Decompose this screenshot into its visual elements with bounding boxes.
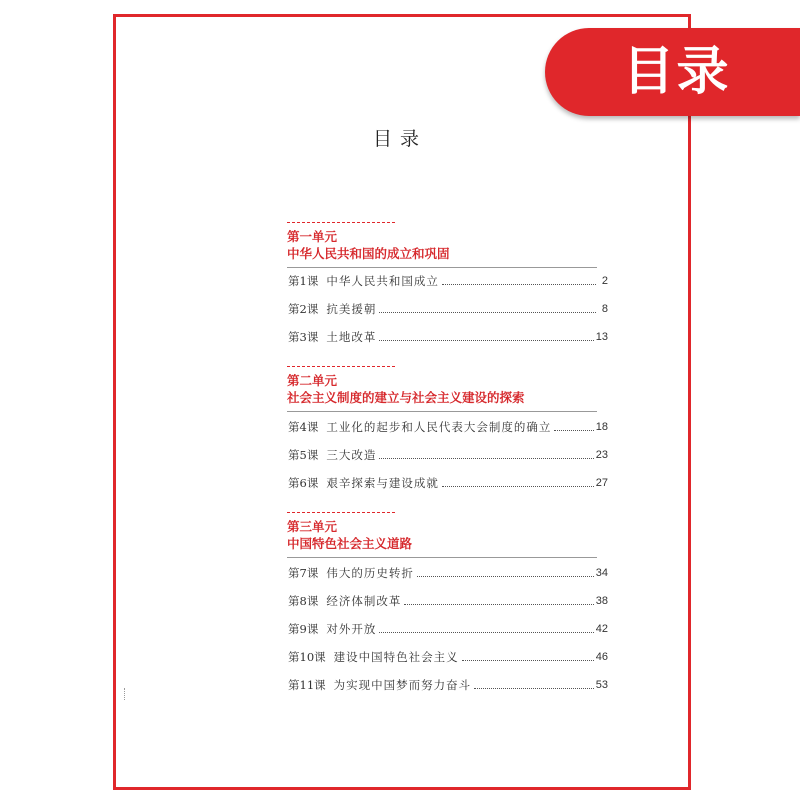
- lesson-number: 第8课: [288, 594, 319, 608]
- unit-label: 第二单元: [287, 373, 338, 388]
- unit-rule: [287, 222, 395, 223]
- lesson-title: 建设中国特色社会主义: [333, 650, 459, 664]
- lesson-number: 第2课: [288, 302, 319, 316]
- toc-entry-lesson-10[interactable]: [288, 648, 608, 666]
- toc-entry-lesson-5[interactable]: [288, 446, 608, 464]
- dot-leader: [554, 430, 593, 431]
- unit-label: 第三单元: [287, 519, 338, 534]
- toc-entry-lesson-6[interactable]: [288, 474, 608, 492]
- dot-leader: [474, 688, 594, 689]
- lesson-number: 第5课: [288, 448, 319, 462]
- lesson-title: 对外开放: [326, 622, 377, 636]
- lesson-page: 53: [595, 679, 608, 691]
- unit-header-1: [287, 222, 597, 268]
- toc-entry-lesson-3[interactable]: [288, 328, 608, 346]
- unit-divider: [287, 557, 597, 558]
- page-title: 目录: [372, 128, 427, 150]
- unit-name: 社会主义制度的建立与社会主义建设的探索: [287, 390, 525, 405]
- lesson-title: 为实现中国梦而努力奋斗: [333, 678, 472, 692]
- lesson-page: 42: [595, 623, 608, 635]
- toc-entry-lesson-9[interactable]: [288, 620, 608, 638]
- lesson-page: 38: [595, 595, 608, 607]
- lesson-page: 8: [601, 303, 608, 315]
- lesson-number: 第4课: [288, 420, 319, 434]
- lesson-page: 2: [601, 275, 608, 287]
- unit-rule: [287, 512, 395, 513]
- dot-leader: [442, 284, 596, 285]
- lesson-page: 46: [595, 651, 608, 663]
- dot-leader: [404, 604, 593, 605]
- dot-leader: [379, 458, 593, 459]
- toc-entry-lesson-4[interactable]: [288, 418, 608, 436]
- lesson-title: 经济体制改革: [326, 594, 402, 608]
- lesson-page: 18: [595, 421, 608, 433]
- lesson-page: 34: [595, 567, 608, 579]
- lesson-number: 第9课: [288, 622, 319, 636]
- unit-header-2: [287, 366, 597, 412]
- lesson-page: 27: [595, 477, 608, 489]
- lesson-title: 三大改造: [326, 448, 377, 462]
- lesson-title: 土地改革: [326, 330, 377, 344]
- dot-leader: [379, 312, 596, 313]
- toc-badge: 目录: [545, 28, 800, 116]
- lesson-number: 第6课: [288, 476, 319, 490]
- toc-entry-lesson-1[interactable]: [288, 272, 608, 290]
- lesson-page: 13: [595, 331, 608, 343]
- lesson-page: 23: [595, 449, 608, 461]
- page-edge-mark: [124, 688, 129, 700]
- lesson-number: 第1课: [288, 274, 319, 288]
- lesson-number: 第10课: [288, 650, 326, 664]
- dot-leader: [417, 576, 594, 577]
- toc-entry-lesson-7[interactable]: [288, 564, 608, 582]
- toc-entry-lesson-11[interactable]: [288, 676, 608, 694]
- lesson-title: 抗美援朝: [326, 302, 377, 316]
- unit-divider: [287, 267, 597, 268]
- lesson-number: 第3课: [288, 330, 319, 344]
- toc-entry-lesson-2[interactable]: [288, 300, 608, 318]
- unit-label: 第一单元: [287, 229, 338, 244]
- lesson-title: 中华人民共和国成立: [326, 274, 439, 288]
- lesson-title: 伟大的历史转折: [326, 566, 414, 580]
- toc-entry-lesson-8[interactable]: [288, 592, 608, 610]
- unit-header-3: [287, 512, 597, 558]
- lesson-number: 第11课: [288, 678, 326, 692]
- dot-leader: [442, 486, 594, 487]
- unit-name: 中华人民共和国的成立和巩固: [287, 246, 450, 261]
- unit-rule: [287, 366, 395, 367]
- lesson-title: 艰辛探索与建设成就: [326, 476, 439, 490]
- lesson-number: 第7课: [288, 566, 319, 580]
- unit-divider: [287, 411, 597, 412]
- dot-leader: [462, 660, 594, 661]
- lesson-title: 工业化的起步和人民代表大会制度的确立: [326, 420, 552, 434]
- dot-leader: [379, 340, 593, 341]
- unit-name: 中国特色社会主义道路: [287, 536, 413, 551]
- dot-leader: [379, 632, 593, 633]
